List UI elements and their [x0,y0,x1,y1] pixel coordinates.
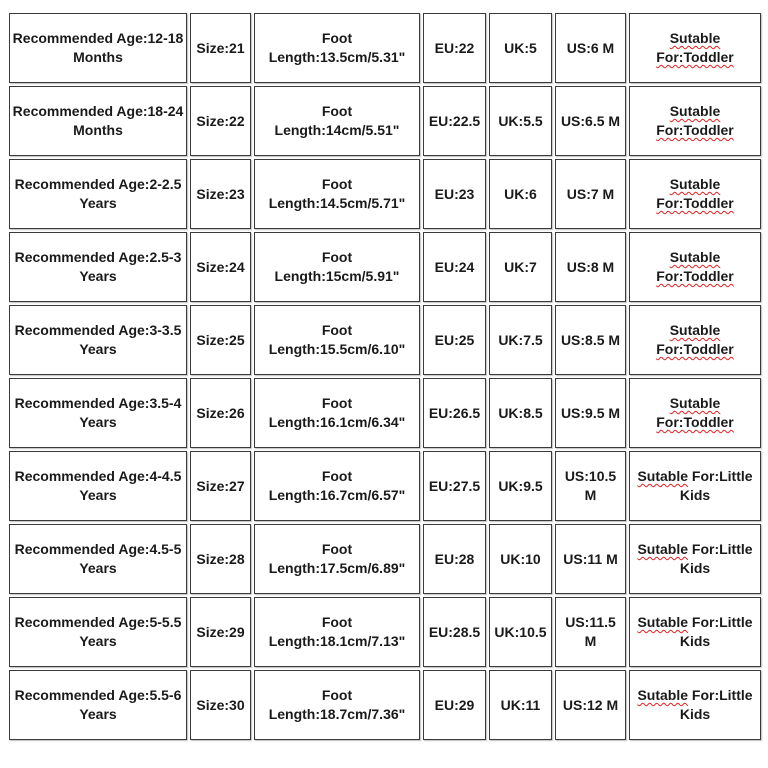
age-text: Recommended Age:4.5-5 [14,541,182,557]
foot-length-cell [254,670,420,740]
eu-size: EU:28.5 [428,623,481,640]
uk-size: UK:5.5 [498,112,543,129]
uk-size-cell [489,378,552,448]
uk-size: UK:10.5 [494,623,547,640]
suitable-audience: For:Toddler [656,268,734,284]
size-cell [190,86,251,156]
foot-length-value: Length:14cm/5.51" [274,122,400,138]
uk-size-cell [489,305,552,375]
size-text: Size:23 [196,185,245,202]
us-size-cell [555,524,626,594]
foot-label: Foot [321,614,353,630]
us-size: US:6.5 M [560,112,621,129]
size-text: Size:28 [196,550,245,567]
us-size: US:10.5 M [564,468,617,503]
foot-length-value: Length:15cm/5.91" [274,268,400,284]
size-row [9,86,761,156]
foot-label: Foot [321,468,353,484]
suitable-word: Sutable [637,541,689,557]
suitable-for-cell [629,232,761,302]
size-row [9,305,761,375]
uk-size-cell [489,670,552,740]
size-cell [190,378,251,448]
uk-size: UK:10 [500,550,541,567]
uk-size-cell [489,524,552,594]
size-row [9,524,761,594]
size-row [9,597,761,667]
foot-label: Foot [321,176,353,192]
size-cell [190,232,251,302]
suitable-audience: For:Toddler [656,341,734,357]
eu-size-cell [423,86,486,156]
size-text: Size:26 [196,404,245,421]
uk-size-cell [489,232,552,302]
age-cell [9,670,187,740]
uk-size: UK:11 [500,696,541,713]
us-size-cell [555,597,626,667]
eu-size: EU:26.5 [428,404,481,421]
age-text: Recommended Age:18-24 [12,103,184,119]
suitable-audience: For:Little Kids [679,468,753,503]
uk-size: UK:8.5 [498,404,543,421]
age-cell [9,305,187,375]
uk-size-cell [489,13,552,83]
suitable-word: Sutable [637,468,689,484]
eu-size: EU:24 [434,258,475,275]
foot-length-value: Length:15.5cm/6.10" [268,341,406,357]
us-size: US:12 M [562,696,619,713]
foot-length-cell [254,451,420,521]
suitable-audience: For:Little Kids [679,541,753,576]
size-text: Size:24 [196,258,245,275]
foot-length-value: Length:18.1cm/7.13" [268,633,406,649]
eu-size-cell [423,524,486,594]
foot-length-cell [254,378,420,448]
eu-size-cell [423,305,486,375]
size-row [9,159,761,229]
age-text: Recommended Age:3-3.5 [14,322,182,338]
age-text: Recommended Age:3.5-4 [14,395,182,411]
us-size-cell [555,232,626,302]
suitable-word: Sutable [669,322,721,338]
age-cell [9,597,187,667]
age-text: Recommended Age:2-2.5 [14,176,182,192]
suitable-word: Sutable [669,395,721,411]
us-size-cell [555,670,626,740]
suitable-for-cell [629,86,761,156]
age-unit: Months [73,49,123,65]
size-text: Size:25 [196,331,245,348]
age-text: Recommended Age:2.5-3 [14,249,182,265]
eu-size: EU:29 [434,696,475,713]
foot-length-cell [254,232,420,302]
us-size: US:8 M [566,258,615,275]
us-size: US:7 M [566,185,615,202]
foot-length-cell [254,524,420,594]
suitable-audience: For:Little Kids [679,614,753,649]
age-unit: Years [79,706,117,722]
us-size: US:11 M [563,550,618,567]
uk-size-cell [489,451,552,521]
us-size: US:11.5 M [565,614,616,649]
eu-size-cell [423,670,486,740]
size-text: Size:30 [196,696,245,713]
age-text: Recommended Age:4-4.5 [14,468,182,484]
size-cell [190,597,251,667]
size-row [9,451,761,521]
size-cell [190,670,251,740]
age-cell [9,159,187,229]
eu-size: EU:27.5 [428,477,481,494]
age-cell [9,451,187,521]
age-text: Recommended Age:5-5.5 [14,614,182,630]
age-unit: Years [79,268,117,284]
age-cell [9,13,187,83]
uk-size-cell [489,597,552,667]
size-text: Size:27 [196,477,245,494]
age-unit: Years [79,633,117,649]
age-unit: Years [79,341,117,357]
suitable-word: Sutable [637,687,689,703]
size-row [9,670,761,740]
suitable-audience: For:Toddler [656,122,734,138]
age-unit: Years [79,487,117,503]
age-cell [9,86,187,156]
foot-length-value: Length:16.7cm/6.57" [268,487,406,503]
age-cell [9,378,187,448]
eu-size: EU:22 [434,39,475,56]
foot-label: Foot [321,103,353,119]
age-unit: Years [79,195,117,211]
eu-size: EU:23 [434,185,475,202]
foot-length-cell [254,305,420,375]
foot-label: Foot [321,30,353,46]
suitable-audience: For:Toddler [656,414,734,430]
age-text: Recommended Age:5.5-6 [14,687,182,703]
suitable-audience: For:Little Kids [679,687,753,722]
suitable-for-cell [629,597,761,667]
foot-length-value: Length:13.5cm/5.31" [268,49,406,65]
us-size-cell [555,13,626,83]
suitable-for-cell [629,159,761,229]
size-cell [190,524,251,594]
size-row [9,232,761,302]
foot-label: Foot [321,541,353,557]
size-text: Size:22 [196,112,245,129]
size-cell [190,159,251,229]
uk-size: UK:9.5 [498,477,543,494]
age-text: Recommended Age:12-18 [12,30,184,46]
eu-size: EU:28 [434,550,475,567]
size-row [9,378,761,448]
us-size: US:6 M [566,39,615,56]
uk-size: UK:7.5 [498,331,543,348]
eu-size-cell [423,597,486,667]
uk-size: UK:7 [504,258,537,275]
size-cell [190,13,251,83]
suitable-for-cell [629,451,761,521]
size-text: Size:29 [196,623,245,640]
foot-length-value: Length:14.5cm/5.71" [268,195,406,211]
foot-label: Foot [321,322,353,338]
foot-length-cell [254,159,420,229]
suitable-word: Sutable [669,30,721,46]
suitable-word: Sutable [669,176,721,192]
foot-length-value: Length:18.7cm/7.36" [268,706,406,722]
uk-size-cell [489,159,552,229]
us-size-cell [555,451,626,521]
suitable-word: Sutable [637,614,689,630]
eu-size-cell [423,451,486,521]
us-size-cell [555,86,626,156]
us-size-cell [555,305,626,375]
eu-size-cell [423,159,486,229]
size-cell [190,451,251,521]
us-size-cell [555,378,626,448]
eu-size: EU:25 [434,331,475,348]
suitable-audience: For:Toddler [656,195,734,211]
foot-label: Foot [321,687,353,703]
size-chart-table [6,10,764,743]
suitable-word: Sutable [669,249,721,265]
suitable-for-cell [629,13,761,83]
foot-label: Foot [321,249,353,265]
eu-size-cell [423,13,486,83]
foot-length-cell [254,86,420,156]
age-unit: Years [79,414,117,430]
suitable-for-cell [629,378,761,448]
foot-length-cell [254,597,420,667]
eu-size-cell [423,378,486,448]
size-text: Size:21 [196,39,245,56]
eu-size-cell [423,232,486,302]
suitable-for-cell [629,524,761,594]
eu-size: EU:22.5 [428,112,481,129]
suitable-for-cell [629,670,761,740]
uk-size-cell [489,86,552,156]
suitable-word: Sutable [669,103,721,119]
foot-length-value: Length:16.1cm/6.34" [268,414,406,430]
foot-label: Foot [321,395,353,411]
us-size: US:9.5 M [560,404,621,421]
suitable-audience: For:Toddler [656,49,734,65]
foot-length-cell [254,13,420,83]
age-cell [9,232,187,302]
us-size-cell [555,159,626,229]
us-size: US:8.5 M [560,331,621,348]
age-cell [9,524,187,594]
uk-size: UK:5 [504,39,537,56]
age-unit: Months [73,122,123,138]
foot-length-value: Length:17.5cm/6.89" [268,560,406,576]
size-row [9,13,761,83]
suitable-for-cell [629,305,761,375]
uk-size: UK:6 [504,185,537,202]
age-unit: Years [79,560,117,576]
size-cell [190,305,251,375]
